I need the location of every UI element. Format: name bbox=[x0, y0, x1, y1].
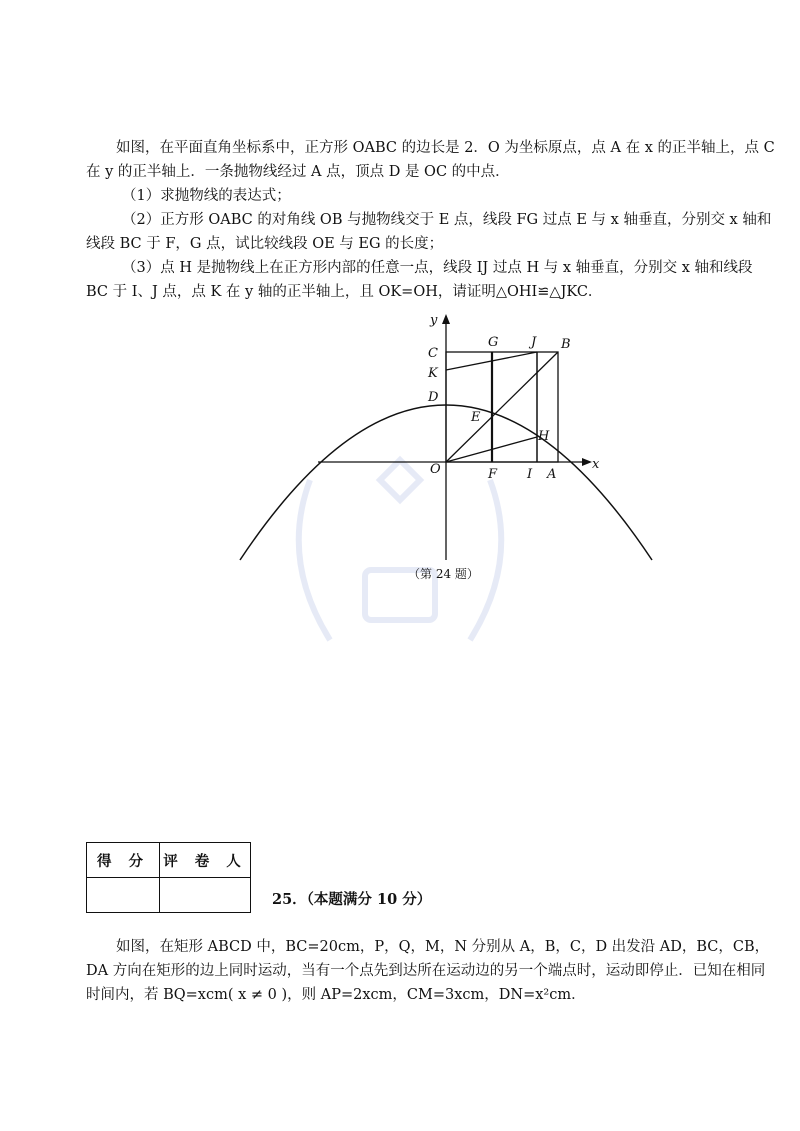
diagonal-ob bbox=[446, 352, 558, 462]
label-y: y bbox=[430, 313, 438, 328]
question-24-figure bbox=[0, 300, 800, 590]
q25-body: 如图，在矩形 ABCD 中，BC=20cm，P，Q，M，N 分别从 A，B，C，D 出发沿 AD，BC，CB，DA 方向在矩形的边上同时运动，当有一个点先到达所在运动边的另一个端点时，运动即停止．已知在相同时间内，若 BQ=xcm( x ≠ 0 )，则 AP=2xcm，CM=3xcm，DN=x²cm． bbox=[86, 939, 770, 1003]
score-cell[interactable] bbox=[87, 878, 160, 913]
question-24 bbox=[86, 136, 776, 304]
label-a: A bbox=[547, 467, 557, 482]
figure-caption: （第 24 题） bbox=[408, 567, 479, 581]
score-table bbox=[86, 842, 251, 913]
label-b: B bbox=[561, 337, 571, 352]
label-g: G bbox=[488, 335, 499, 350]
q24-part2: （2）正方形 OABC 的对角线 OB 与抛物线交于 E 点，线段 FG 过点 E 与 x 轴垂直，分别交 x 轴和线段 BC 于 F，G 点，试比较线段 OE 与 EG 的长度； bbox=[86, 212, 772, 252]
x-axis-arrow-icon bbox=[582, 458, 592, 466]
grader-header: 评 卷 人 bbox=[160, 843, 251, 878]
grader-cell[interactable] bbox=[160, 878, 251, 913]
label-j: J bbox=[531, 335, 537, 350]
label-c: C bbox=[428, 346, 438, 361]
q24-part1: （1）求抛物线的表达式； bbox=[122, 188, 291, 204]
label-i: I bbox=[527, 467, 533, 482]
score-header: 得 分 bbox=[87, 843, 160, 878]
question-25 bbox=[86, 935, 776, 1007]
label-k: K bbox=[428, 366, 438, 381]
label-e: E bbox=[471, 410, 481, 425]
q24-intro: 如图，在平面直角坐标系中，正方形 OABC 的边长是 2．O 为坐标原点，点 A 在 x 的正半轴上，点 C 在 y 的正半轴上．一条抛物线经过 A 点，顶点 D 是 OC 的中点． bbox=[86, 140, 775, 180]
label-f: F bbox=[488, 467, 498, 482]
label-h: H bbox=[538, 429, 550, 444]
label-o: O bbox=[430, 462, 441, 477]
label-d: D bbox=[428, 390, 439, 405]
q24-part3: （3）点 H 是抛物线上在正方形内部的任意一点，线段 IJ 过点 H 与 x 轴垂直，分别交 x 轴和线段 BC 于 I、J 点，点 K 在 y 轴的正半轴上，且 OK=OH，请证明△OHI≌△JKC． bbox=[86, 260, 753, 300]
y-axis-arrow-icon bbox=[442, 314, 450, 324]
label-x: x bbox=[592, 457, 600, 472]
question-25-title: 25．（本题满分 10 分） bbox=[272, 891, 432, 908]
